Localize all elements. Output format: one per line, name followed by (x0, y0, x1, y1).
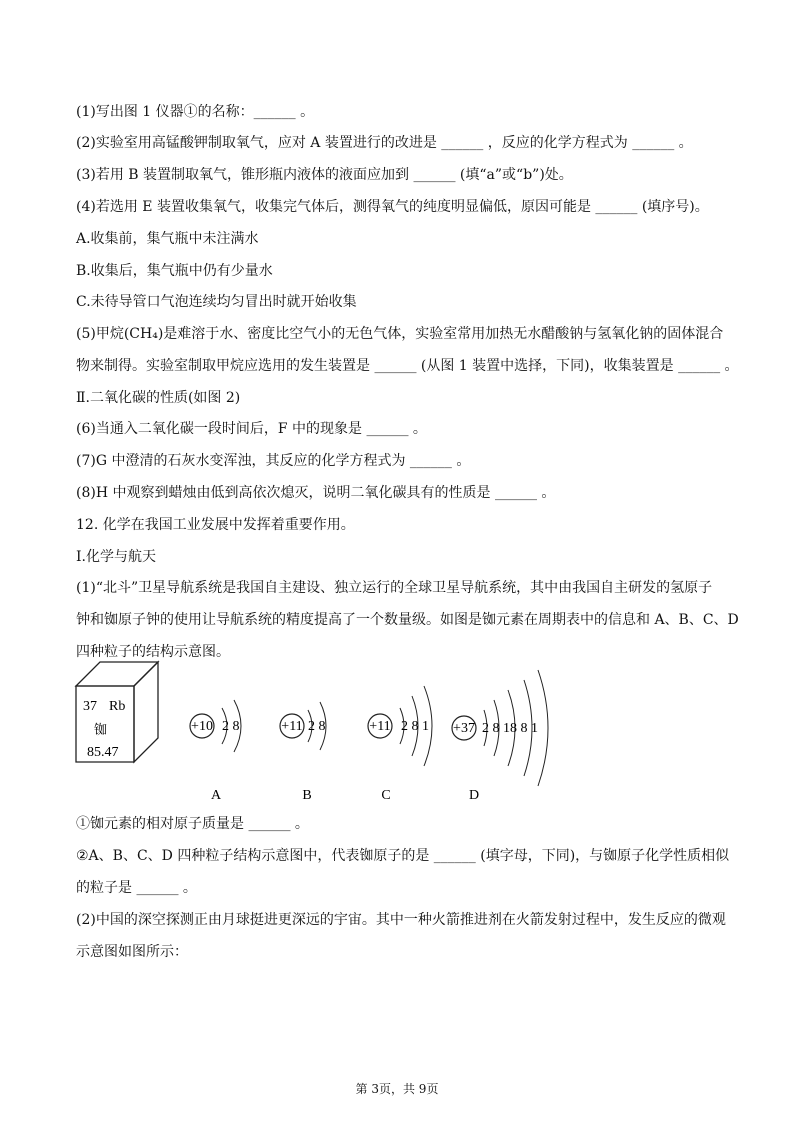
element-number: 37 (83, 699, 97, 714)
particle-a (190, 700, 241, 803)
text-line: C.未待导管口气泡连续均匀冒出时就开始收集 (76, 294, 357, 310)
svg-text:C: C (381, 788, 391, 803)
svg-text:+37: +37 (453, 721, 475, 736)
svg-text:+11: +11 (369, 719, 391, 734)
svg-text:+11: +11 (281, 719, 303, 734)
element-name: 铷 (94, 723, 108, 738)
text-line: Ⅱ.二氧化碳的性质(如图 2) (76, 390, 241, 406)
svg-text:2 8 1: 2 8 1 (401, 719, 429, 734)
text-line: (4)若选用 E 装置收集氧气，收集完气体后，测得氧气的纯度明显偏低，原因可能是 ______ (填序号)。 (76, 199, 709, 215)
svg-text:2 8: 2 8 (222, 719, 240, 734)
text-line: A.收集前，集气瓶中未注满水 (76, 231, 259, 247)
page-footer: 第 3页，共 9页 (355, 1082, 439, 1096)
text-line: ①铷元素的相对原子质量是 ______ 。 (76, 816, 309, 832)
particle-d (452, 670, 548, 803)
text-line: (5)甲烷(CH₄)是难溶于水、密度比空气小的无色气体，实验室常用加热无水醋酸钠与氢氧化钠的固体混合 (76, 326, 724, 342)
element-mass: 85.47 (87, 745, 119, 760)
svg-text:D: D (468, 788, 480, 803)
text-line: Ⅰ.化学与航天 (76, 549, 156, 565)
text-line: (6)当通入二氧化碳一段时间后，F 中的现象是 ______ 。 (76, 421, 427, 437)
text-line: 示意图如图所示： (76, 944, 188, 960)
particle-b (280, 702, 326, 803)
svg-text:2 8 18 8 1: 2 8 18 8 1 (482, 721, 538, 736)
text-line: 物来制得。实验室制取甲烷应选用的发生装置是 ______ (从图 1 装置中选择，下同)，收集装置是 ______ 。 (76, 358, 739, 374)
svg-text:2 8: 2 8 (308, 719, 326, 734)
svg-text:A: A (210, 788, 222, 803)
element-symbol: Rb (109, 699, 126, 714)
text-line: 四种粒子的结构示意图。 (76, 644, 230, 660)
text-line: (8)H 中观察到蜡烛由低到高依次熄灭，说明二氧化碳具有的性质是 ______ 。 (76, 485, 556, 501)
rubidium-figure (74, 658, 594, 808)
svg-text:+10: +10 (191, 719, 213, 734)
text-line: B.收集后，集气瓶中仍有少量水 (76, 263, 273, 279)
text-line: (1)写出图 1 仪器①的名称：______ 。 (76, 104, 315, 120)
particle-c (368, 686, 432, 803)
text-line: 的粒子是 ______ 。 (76, 880, 197, 896)
text-line: (3)若用 B 装置制取氧气，锥形瓶内液体的液面应加到 ______ (填“a”或“b”)处。 (76, 167, 573, 183)
text-line: 12. 化学在我国工业发展中发挥着重要作用。 (76, 517, 355, 533)
text-line: (7)G 中澄清的石灰水变浑浊，其反应的化学方程式为 ______ 。 (76, 453, 471, 469)
text-line: (2)实验室用高锰酸钾制取氧气，应对 A 装置进行的改进是 ______ ，反应的化学方程式为 ______ 。 (76, 135, 693, 151)
text-line: ②A、B、C、D 四种粒子结构示意图中，代表铷原子的是 ______ (填字母，下同)，与铷原子化学性质相似 (76, 848, 730, 864)
svg-text:B: B (302, 788, 312, 803)
text-line: (1)“北斗”卫星导航系统是我国自主建设、独立运行的全球卫星导航系统，其中由我国自主研发的氢原子 (76, 580, 713, 596)
text-line: (2)中国的深空探测正由月球挺进更深远的宇宙。其中一种火箭推进剂在火箭发射过程中，发生反应的微观 (76, 912, 726, 928)
text-line: 钟和铷原子钟的使用让导航系统的精度提高了一个数量级。如图是铷元素在周期表中的信息和 A、B、C、D (76, 612, 739, 628)
